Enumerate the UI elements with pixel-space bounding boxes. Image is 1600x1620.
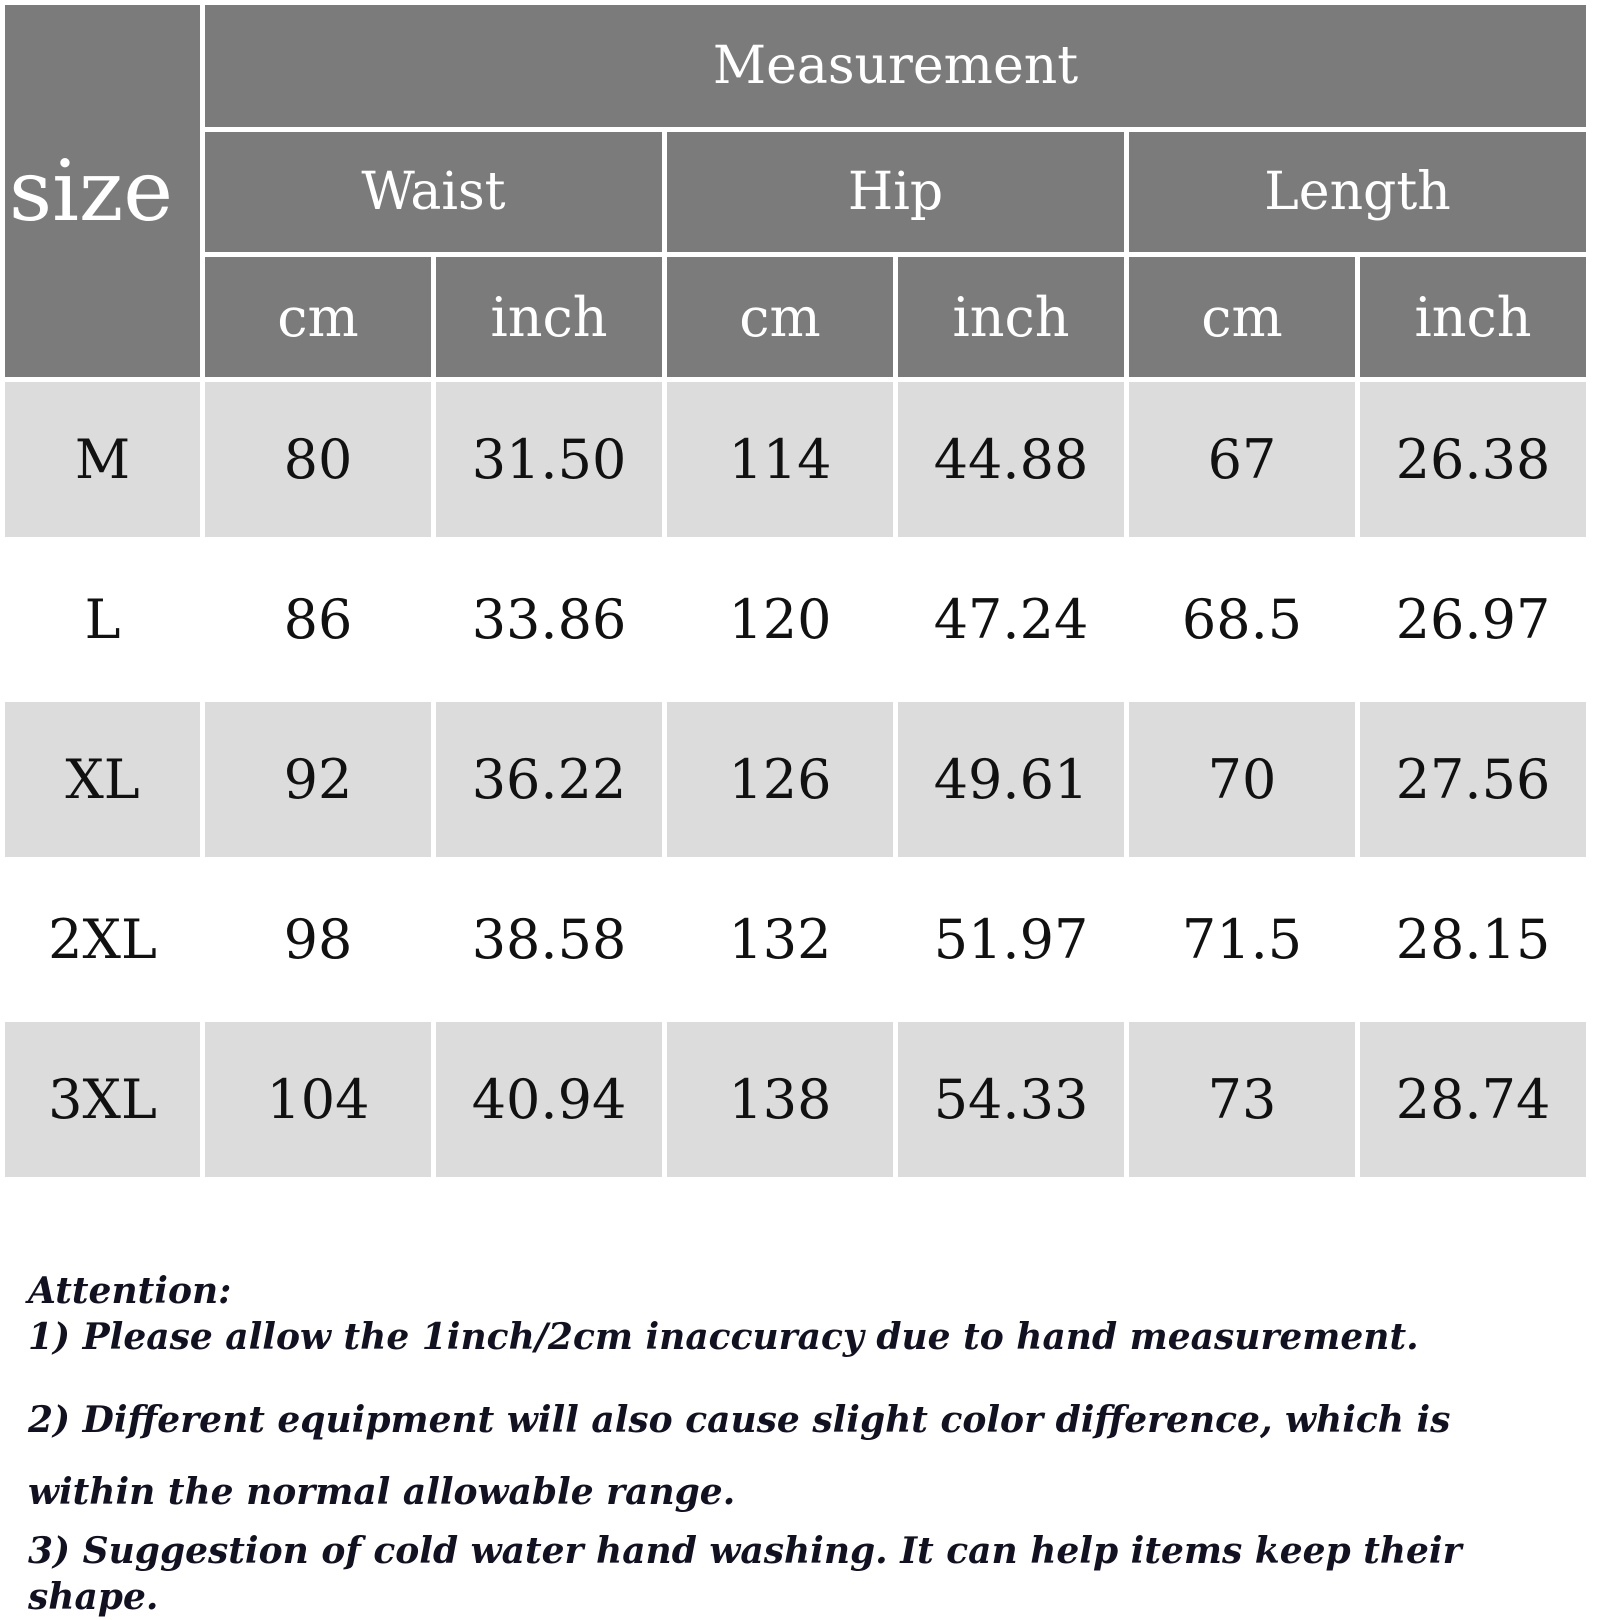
value-cell: 26.38 [1360,382,1586,537]
note-item: 2) Different equipment will also cause slight color difference, which is within the normal allowable range. [28,1399,1451,1513]
waist-header: Waist [205,132,662,252]
value-cell: 40.94 [436,1022,662,1177]
unit-header: inch [436,257,662,377]
unit-header: cm [1129,257,1355,377]
value-cell: 28.15 [1360,862,1586,1017]
value-cell: 92 [205,702,431,857]
hip-header: Hip [667,132,1124,252]
value-cell: 33.86 [436,542,662,697]
unit-header: inch [898,257,1124,377]
value-cell: 54.33 [898,1022,1124,1177]
size-cell: XL [5,702,200,857]
attention-notes [28,1268,1578,1620]
value-cell: 70 [1129,702,1355,857]
measurement-header: Measurement [205,5,1586,127]
unit-header: cm [205,257,431,377]
value-cell: 27.56 [1360,702,1586,857]
value-cell: 126 [667,702,893,857]
size-header: size [5,5,200,377]
value-cell: 26.97 [1360,542,1586,697]
value-cell: 47.24 [898,542,1124,697]
value-cell: 44.88 [898,382,1124,537]
value-cell: 38.58 [436,862,662,1017]
value-cell: 86 [205,542,431,697]
size-cell: 3XL [5,1022,200,1177]
value-cell: 49.61 [898,702,1124,857]
value-cell: 68.5 [1129,542,1355,697]
value-cell: 114 [667,382,893,537]
value-cell: 31.50 [436,382,662,537]
value-cell: 71.5 [1129,862,1355,1017]
value-cell: 73 [1129,1022,1355,1177]
value-cell: 28.74 [1360,1022,1586,1177]
value-cell: 138 [667,1022,893,1177]
value-cell: 120 [667,542,893,697]
notes-title: Attention: [28,1270,232,1312]
unit-header: inch [1360,257,1586,377]
value-cell: 98 [205,862,431,1017]
size-cell: 2XL [5,862,200,1017]
size-cell: L [5,542,200,697]
note-item: 1) Please allow the 1inch/2cm inaccuracy due to hand measurement. [28,1316,1419,1358]
size-chart-table [5,5,1596,1168]
value-cell: 104 [205,1022,431,1177]
size-cell: M [5,382,200,537]
note-item: 3) Suggestion of cold water hand washing. It can help items keep their shape. [28,1530,1462,1618]
value-cell: 36.22 [436,702,662,857]
length-header: Length [1129,132,1586,252]
value-cell: 51.97 [898,862,1124,1017]
unit-header: cm [667,257,893,377]
value-cell: 132 [667,862,893,1017]
value-cell: 67 [1129,382,1355,537]
value-cell: 80 [205,382,431,537]
